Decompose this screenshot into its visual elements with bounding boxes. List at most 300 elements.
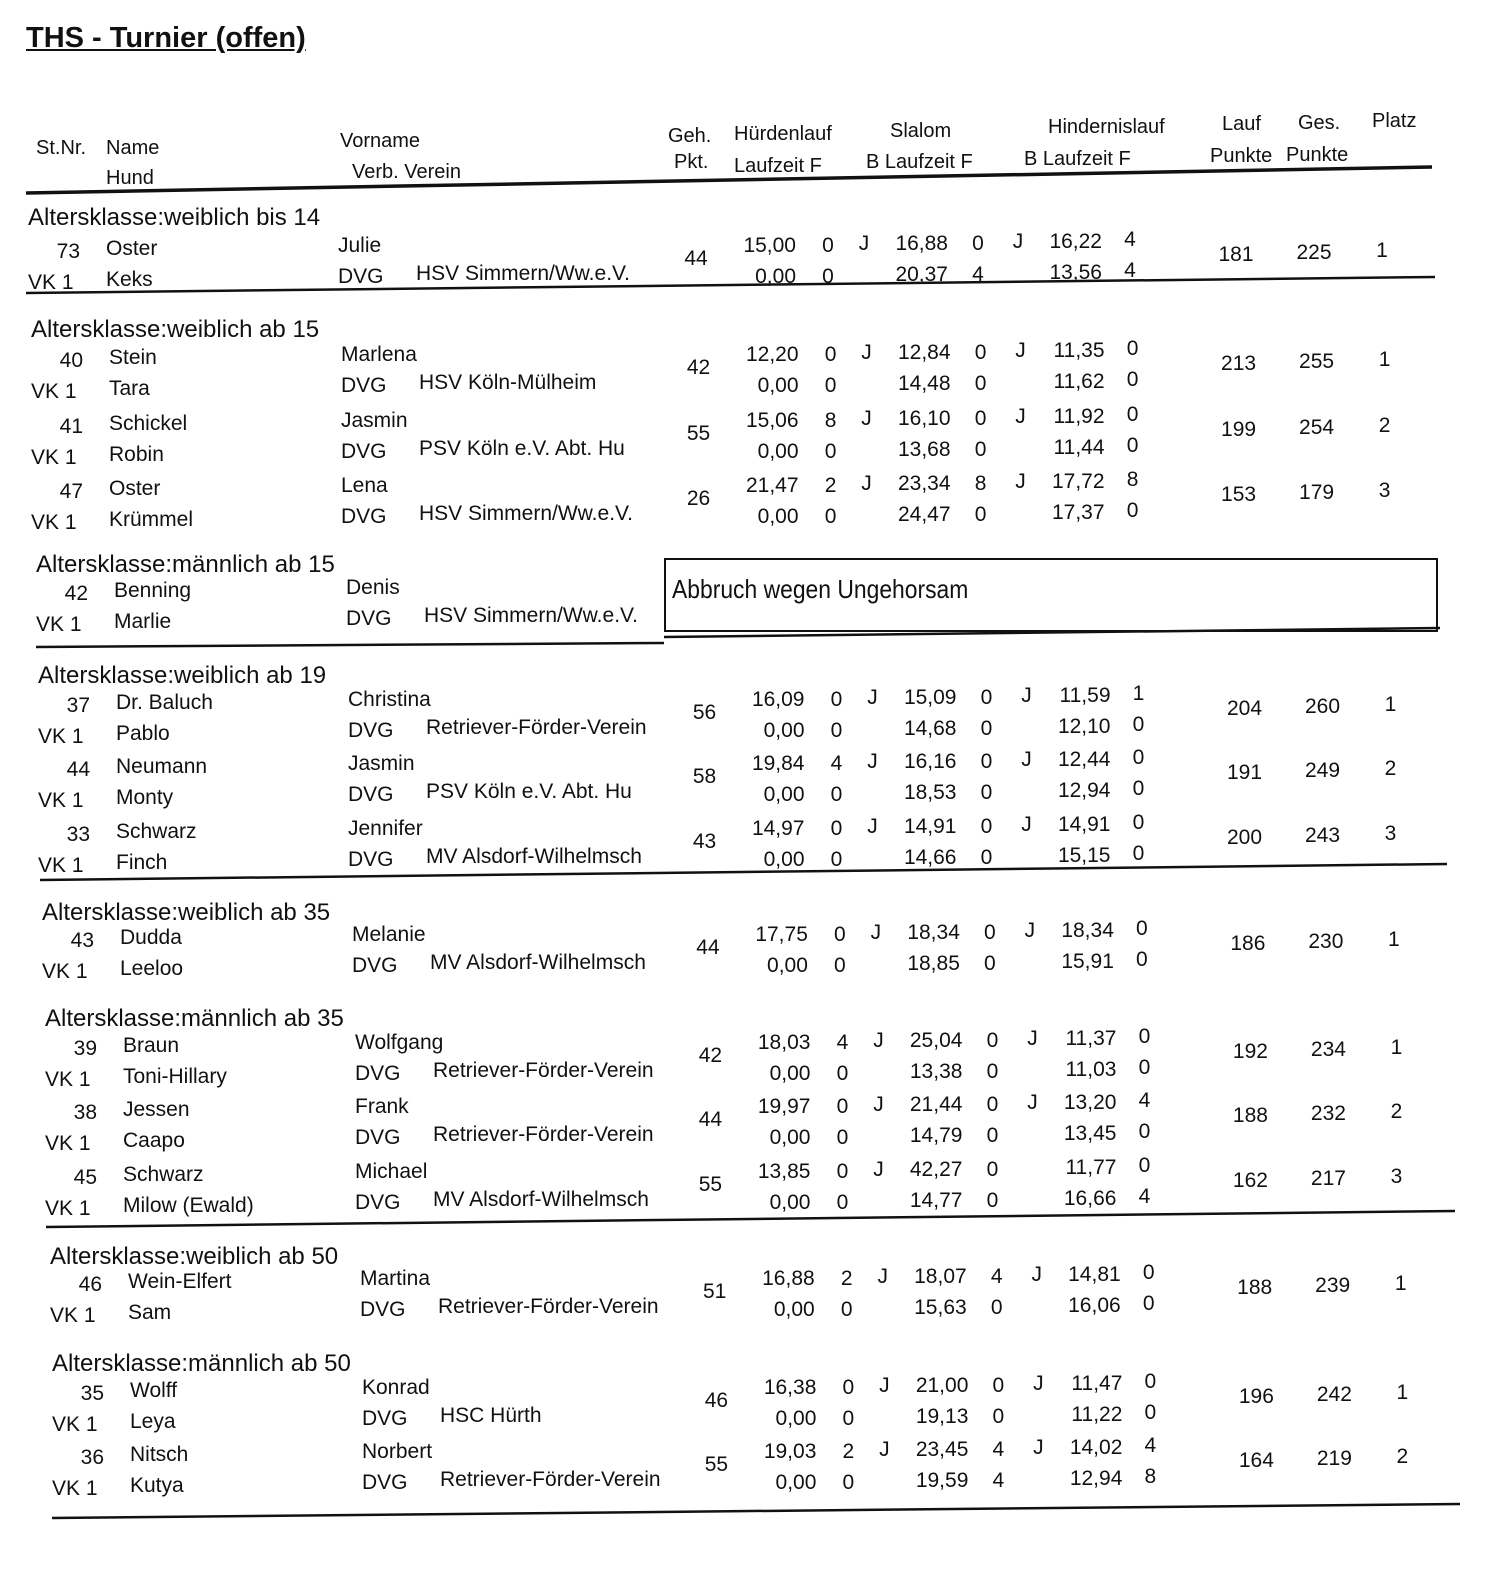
run-points: 188 <box>1232 1104 1268 1127</box>
start-number: 36 <box>80 1446 104 1469</box>
run-points: 196 <box>1238 1385 1274 1408</box>
hurdle-time-2: 0,00 <box>769 1062 811 1085</box>
obstacle-faults: 0 <box>1136 917 1148 940</box>
run-points: 181 <box>1218 243 1254 266</box>
obedience-points: 42 <box>698 1044 723 1067</box>
placement: 1 <box>1378 348 1391 371</box>
total-points: 255 <box>1299 350 1335 373</box>
slalom-faults: 0 <box>980 750 993 773</box>
obedience-points: 44 <box>684 247 708 270</box>
club: Retriever-Förder-Verein <box>438 1295 659 1318</box>
hurdle-faults-2: 0 <box>830 719 843 742</box>
obedience-points: 46 <box>704 1389 729 1412</box>
hurdle-faults: 0 <box>836 1095 849 1118</box>
club: PSV Köln e.V. Abt. Hu <box>426 780 632 803</box>
hurdle-faults: 8 <box>824 409 837 432</box>
total-points: 243 <box>1304 824 1341 847</box>
slalom-time: 42,27 <box>909 1158 963 1181</box>
hurdle-faults-2: 0 <box>842 1471 855 1494</box>
first-name: Frank <box>355 1095 409 1118</box>
slalom-time-2: 18,85 <box>907 952 960 975</box>
slalom-time-2: 14,79 <box>909 1124 963 1147</box>
first-name: Norbert <box>362 1440 433 1463</box>
dog-name: Krümmel <box>109 508 194 531</box>
slalom-faults-2: 0 <box>980 846 993 869</box>
slalom-time-2: 13,38 <box>909 1060 963 1083</box>
start-number: 40 <box>59 349 83 372</box>
first-name: Lena <box>341 474 388 497</box>
obedience-points: 55 <box>698 1173 723 1196</box>
obstacle-faults: 0 <box>1126 337 1139 360</box>
section-title: Altersklasse:männlich ab 35 <box>45 1005 344 1032</box>
obstacle-time: 14,81 <box>1068 1263 1121 1286</box>
obstacle-time: 18,34 <box>1061 919 1114 942</box>
obstacle-time-2: 12,94 <box>1057 779 1111 802</box>
total-points: 249 <box>1304 759 1341 782</box>
header-hindernislauf: Hindernislauf <box>1048 116 1165 138</box>
section-title: Altersklasse:weiblich ab 35 <box>42 899 331 926</box>
obstacle-time-2: 13,45 <box>1063 1122 1117 1145</box>
obstacle-time: 11,35 <box>1053 339 1105 362</box>
slalom-time: 15,09 <box>903 686 957 709</box>
header-platz: Platz <box>1372 110 1417 132</box>
obstacle-b: J <box>1024 919 1036 942</box>
obedience-points: 44 <box>696 936 720 959</box>
slalom-faults: 0 <box>986 1029 999 1052</box>
header-geh: Geh. <box>668 125 712 147</box>
performance-class: VK 1 <box>45 1132 91 1155</box>
hurdle-time-2: 0,00 <box>757 505 799 528</box>
header-hindernis-sub: B Laufzeit F <box>1024 148 1131 170</box>
slalom-faults: 0 <box>980 686 993 709</box>
obstacle-time-2: 15,15 <box>1057 844 1111 867</box>
association: DVG <box>348 783 394 806</box>
association: DVG <box>338 265 384 288</box>
slalom-faults-2: 4 <box>992 1469 1005 1492</box>
obstacle-time-2: 16,66 <box>1063 1187 1117 1210</box>
obstacle-faults-2: 4 <box>1124 259 1136 282</box>
obedience-points: 44 <box>698 1108 723 1131</box>
header-slalom: Slalom <box>890 120 952 142</box>
total-points: 219 <box>1316 1447 1352 1470</box>
obstacle-time: 16,22 <box>1049 230 1102 253</box>
total-points: 217 <box>1310 1167 1346 1190</box>
slalom-faults-2: 4 <box>972 263 984 286</box>
header-lauf: Lauf <box>1222 113 1261 135</box>
obstacle-faults: 0 <box>1138 1154 1151 1177</box>
slalom-faults: 0 <box>984 921 996 944</box>
hurdle-time-2: 0,00 <box>773 1298 815 1321</box>
header-slalom-sub: B Laufzeit F <box>866 151 973 173</box>
dog-name: Pablo <box>116 722 170 745</box>
obstacle-b: J <box>1021 813 1032 836</box>
obedience-points: 55 <box>686 422 711 445</box>
obstacle-faults-2: 0 <box>1136 948 1148 971</box>
header-vorname: Vorname <box>340 130 421 152</box>
obstacle-faults-2: 0 <box>1126 499 1139 522</box>
header-pkt: Pkt. <box>674 151 709 173</box>
hurdle-time-2: 0,00 <box>757 374 799 397</box>
placement: 2 <box>1396 1445 1409 1468</box>
header-ges: Ges. <box>1298 112 1341 134</box>
slalom-faults-2: 0 <box>980 717 993 740</box>
association: DVG <box>341 505 387 528</box>
dog-name: Toni-Hillary <box>123 1065 227 1088</box>
slalom-time-2: 13,68 <box>897 438 951 461</box>
obstacle-b: J <box>1021 684 1032 707</box>
slalom-time-2: 24,47 <box>897 503 951 526</box>
club: Retriever-Förder-Verein <box>433 1059 654 1082</box>
header-huerden-sub: Laufzeit F <box>734 155 822 177</box>
placement: 2 <box>1378 414 1391 437</box>
performance-class: VK 1 <box>52 1413 98 1436</box>
hurdle-time: 14,97 <box>751 817 805 840</box>
header-rule <box>26 167 1432 193</box>
slalom-faults-2: 0 <box>974 438 987 461</box>
placement: 1 <box>1390 1036 1403 1059</box>
obstacle-faults-2: 0 <box>1126 368 1139 391</box>
performance-class: VK 1 <box>38 725 84 748</box>
run-points: 199 <box>1221 418 1257 441</box>
slalom-faults: 0 <box>974 341 987 364</box>
slalom-time: 16,16 <box>903 750 957 773</box>
handler-name: Stein <box>109 346 157 369</box>
dog-name: Milow (Ewald) <box>123 1194 254 1217</box>
obstacle-faults: 0 <box>1132 811 1145 834</box>
obstacle-time: 11,77 <box>1065 1156 1117 1179</box>
abort-text: Abbruch wegen Ungehorsam <box>672 574 969 604</box>
slalom-time: 16,88 <box>895 232 948 255</box>
hurdle-time-2: 0,00 <box>763 719 805 742</box>
total-points: 234 <box>1310 1038 1346 1061</box>
obedience-points: 58 <box>692 765 717 788</box>
hurdle-faults: 2 <box>840 1267 853 1290</box>
start-number: 33 <box>66 823 90 846</box>
association: DVG <box>352 954 398 977</box>
slalom-time: 21,44 <box>909 1093 963 1116</box>
slalom-b: J <box>879 1438 890 1461</box>
dog-name: Sam <box>128 1301 172 1324</box>
handler-name: Neumann <box>116 755 208 778</box>
handler-name: Jessen <box>123 1098 190 1121</box>
obstacle-time-2: 12,10 <box>1057 715 1111 738</box>
hurdle-faults-2: 0 <box>836 1126 849 1149</box>
obstacle-time: 17,72 <box>1051 470 1105 493</box>
club: Retriever-Förder-Verein <box>433 1123 654 1146</box>
header-verb-verein: Verb. Verein <box>352 161 461 183</box>
placement: 2 <box>1390 1100 1403 1123</box>
obstacle-b: J <box>1031 1263 1042 1286</box>
slalom-b: J <box>867 815 878 838</box>
obstacle-time-2: 17,37 <box>1051 501 1105 524</box>
slalom-b: J <box>879 1374 890 1397</box>
hurdle-faults-2: 0 <box>824 505 837 528</box>
performance-class: VK 1 <box>38 789 84 812</box>
obstacle-time-2: 11,22 <box>1071 1403 1123 1426</box>
placement: 1 <box>1396 1381 1409 1404</box>
handler-name: Oster <box>106 237 158 260</box>
slalom-time-2: 20,37 <box>895 263 948 286</box>
club: MV Alsdorf-Wilhelmsch <box>426 845 642 868</box>
hurdle-time-2: 0,00 <box>763 848 805 871</box>
total-points: 225 <box>1296 241 1332 264</box>
slalom-b: J <box>873 1093 884 1116</box>
club: Retriever-Förder-Verein <box>426 716 647 739</box>
slalom-b: J <box>870 921 882 944</box>
obstacle-time: 11,47 <box>1071 1372 1123 1395</box>
hurdle-faults: 0 <box>834 923 846 946</box>
header-huerdenlauf: Hürdenlauf <box>734 123 832 145</box>
start-number: 41 <box>59 415 83 438</box>
placement: 1 <box>1384 693 1397 716</box>
hurdle-time: 15,06 <box>745 409 799 432</box>
hurdle-faults-2: 0 <box>830 848 843 871</box>
page-title: THS - Turnier (offen) <box>26 22 306 54</box>
abort-box <box>664 558 1438 632</box>
obstacle-b: J <box>1015 470 1026 493</box>
total-points: 260 <box>1304 695 1341 718</box>
placement: 3 <box>1390 1165 1403 1188</box>
obstacle-faults-2: 0 <box>1132 777 1145 800</box>
obedience-points: 43 <box>692 830 717 853</box>
run-points: 191 <box>1226 761 1263 784</box>
slalom-faults-2: 0 <box>984 952 996 975</box>
slalom-time: 21,00 <box>915 1374 969 1397</box>
slalom-time-2: 14,77 <box>909 1189 963 1212</box>
slalom-faults: 4 <box>992 1438 1005 1461</box>
slalom-faults-2: 0 <box>992 1405 1005 1428</box>
hurdle-faults: 0 <box>830 817 843 840</box>
slalom-time: 14,91 <box>903 815 957 838</box>
start-number: 42 <box>64 582 88 605</box>
obstacle-b: J <box>1027 1091 1038 1114</box>
slalom-faults-2: 0 <box>974 372 987 395</box>
obstacle-b: J <box>1015 405 1026 428</box>
slalom-faults-2: 0 <box>986 1189 999 1212</box>
slalom-b: J <box>861 341 872 364</box>
obstacle-b: J <box>1012 230 1024 253</box>
dog-name: Kutya <box>130 1474 184 1497</box>
first-name: Konrad <box>362 1376 430 1399</box>
total-points: 230 <box>1308 930 1344 953</box>
obstacle-faults-2: 0 <box>1132 842 1145 865</box>
first-name: Jasmin <box>341 409 408 432</box>
hurdle-time: 19,03 <box>763 1440 817 1463</box>
slalom-faults: 0 <box>972 232 984 255</box>
performance-class: VK 1 <box>50 1304 96 1327</box>
run-points: 204 <box>1226 697 1263 720</box>
placement: 1 <box>1376 239 1388 262</box>
obstacle-faults: 0 <box>1144 1370 1157 1393</box>
obedience-points: 56 <box>692 701 717 724</box>
section-title: Altersklasse:weiblich bis 14 <box>28 204 321 231</box>
first-name: Jennifer <box>348 817 423 840</box>
hurdle-time: 12,20 <box>745 343 799 366</box>
hurdle-faults: 2 <box>824 474 837 497</box>
hurdle-time: 16,38 <box>763 1376 817 1399</box>
run-points: 162 <box>1232 1169 1268 1192</box>
performance-class: VK 1 <box>31 446 77 469</box>
association: DVG <box>355 1126 401 1149</box>
handler-name: Benning <box>114 579 192 602</box>
obedience-points: 26 <box>686 487 711 510</box>
hurdle-time-2: 0,00 <box>769 1191 811 1214</box>
handler-name: Nitsch <box>130 1443 189 1466</box>
hurdle-faults: 0 <box>824 343 837 366</box>
header-name: Name <box>106 137 160 159</box>
slalom-time: 23,34 <box>897 472 951 495</box>
obstacle-time: 11,37 <box>1065 1027 1117 1050</box>
obstacle-b: J <box>1033 1372 1044 1395</box>
slalom-time: 16,10 <box>897 407 951 430</box>
slalom-time-2: 19,59 <box>915 1469 969 1492</box>
obstacle-time-2: 11,44 <box>1053 436 1105 459</box>
hurdle-time: 16,88 <box>762 1267 815 1290</box>
association: DVG <box>341 374 387 397</box>
obstacle-faults: 1 <box>1132 682 1145 705</box>
hurdle-time: 15,00 <box>743 234 796 257</box>
obstacle-time-2: 15,91 <box>1061 950 1114 973</box>
performance-class: VK 1 <box>45 1197 91 1220</box>
slalom-b: J <box>873 1158 884 1181</box>
slalom-faults: 8 <box>974 472 987 495</box>
slalom-time-2: 14,68 <box>903 717 957 740</box>
slalom-b: J <box>861 407 872 430</box>
obstacle-faults-2: 4 <box>1138 1185 1151 1208</box>
obstacle-time-2: 11,03 <box>1065 1058 1117 1081</box>
handler-name: Oster <box>109 477 161 500</box>
hurdle-faults-2: 0 <box>840 1298 853 1321</box>
slalom-time: 23,45 <box>915 1438 969 1461</box>
total-points: 179 <box>1299 481 1335 504</box>
first-name: Christina <box>348 688 431 711</box>
section-rule <box>52 1504 1460 1518</box>
obstacle-faults: 0 <box>1138 1025 1151 1048</box>
obstacle-faults-2: 0 <box>1144 1401 1157 1424</box>
section-title: Altersklasse:weiblich ab 50 <box>50 1243 339 1270</box>
total-points: 254 <box>1299 416 1335 439</box>
hurdle-faults-2: 0 <box>836 1191 849 1214</box>
start-number: 73 <box>56 240 80 263</box>
section-rule <box>46 1211 1455 1227</box>
start-number: 35 <box>80 1382 104 1405</box>
hurdle-faults-2: 0 <box>842 1407 855 1430</box>
dog-name: Leya <box>130 1410 176 1433</box>
club: MV Alsdorf-Wilhelmsch <box>433 1188 649 1211</box>
start-number: 46 <box>78 1273 102 1296</box>
handler-name: Wein-Elfert <box>128 1270 232 1293</box>
start-number: 45 <box>73 1166 97 1189</box>
placement: 3 <box>1378 479 1391 502</box>
obstacle-time: 14,02 <box>1069 1436 1123 1459</box>
handler-name: Schwarz <box>116 820 197 843</box>
obstacle-b: J <box>1015 339 1026 362</box>
hurdle-time-2: 0,00 <box>767 954 808 977</box>
association: DVG <box>355 1062 401 1085</box>
slalom-b: J <box>858 232 870 255</box>
hurdle-time: 19,97 <box>757 1095 811 1118</box>
hurdle-faults: 4 <box>836 1031 849 1054</box>
first-name: Denis <box>346 576 400 599</box>
run-points: 164 <box>1238 1449 1274 1472</box>
dog-name: Caapo <box>123 1129 185 1152</box>
first-name: Marlena <box>341 343 417 366</box>
slalom-faults-2: 0 <box>986 1060 999 1083</box>
club: PSV Köln e.V. Abt. Hu <box>419 437 625 460</box>
obstacle-b: J <box>1021 748 1032 771</box>
slalom-faults: 0 <box>986 1093 999 1116</box>
hurdle-time: 18,03 <box>757 1031 811 1054</box>
performance-class: VK 1 <box>28 271 74 294</box>
slalom-time-2: 19,13 <box>915 1405 969 1428</box>
first-name: Martina <box>360 1267 431 1290</box>
obstacle-faults-2: 0 <box>1142 1292 1155 1315</box>
header-lauf-punkte: Punkte <box>1210 145 1273 167</box>
hurdle-time: 21,47 <box>745 474 799 497</box>
dog-name: Finch <box>116 851 168 874</box>
hurdle-time: 16,09 <box>751 688 805 711</box>
placement: 3 <box>1384 822 1397 845</box>
performance-class: VK 1 <box>42 960 88 983</box>
hurdle-faults: 0 <box>830 688 843 711</box>
obstacle-faults: 8 <box>1126 468 1139 491</box>
placement: 1 <box>1388 928 1400 951</box>
hurdle-faults-2: 0 <box>822 265 834 288</box>
slalom-faults: 0 <box>992 1374 1005 1397</box>
hurdle-faults-2: 0 <box>824 374 837 397</box>
association: DVG <box>348 848 394 871</box>
performance-class: VK 1 <box>38 854 84 877</box>
obedience-points: 42 <box>686 356 711 379</box>
first-name: Julie <box>338 234 382 257</box>
obedience-points: 51 <box>703 1280 727 1303</box>
run-points: 200 <box>1226 826 1263 849</box>
start-number: 37 <box>66 694 90 717</box>
club: MV Alsdorf-Wilhelmsch <box>430 951 646 974</box>
obstacle-time: 12,44 <box>1057 748 1111 771</box>
slalom-faults: 0 <box>980 815 993 838</box>
club: Retriever-Förder-Verein <box>440 1468 661 1491</box>
dog-name: Tara <box>109 377 150 400</box>
handler-name: Dudda <box>120 926 182 949</box>
association: DVG <box>362 1471 408 1494</box>
hurdle-time-2: 0,00 <box>769 1126 811 1149</box>
slalom-time-2: 15,63 <box>914 1296 967 1319</box>
obstacle-b: J <box>1033 1436 1044 1459</box>
performance-class: VK 1 <box>31 511 77 534</box>
run-points: 153 <box>1221 483 1257 506</box>
association: DVG <box>362 1407 408 1430</box>
hurdle-time: 17,75 <box>755 923 808 946</box>
handler-name: Wolff <box>130 1379 178 1402</box>
run-points: 213 <box>1221 352 1257 375</box>
hurdle-time-2: 0,00 <box>755 265 796 288</box>
obstacle-faults-2: 8 <box>1144 1465 1157 1488</box>
header-stnr: St.Nr. <box>36 137 87 159</box>
section-rule <box>26 277 1435 293</box>
start-number: 38 <box>73 1101 97 1124</box>
obstacle-faults-2: 0 <box>1138 1120 1151 1143</box>
hurdle-faults-2: 0 <box>834 954 846 977</box>
header-ges-punkte: Punkte <box>1286 144 1349 166</box>
association: DVG <box>355 1191 401 1214</box>
performance-class: VK 1 <box>31 380 77 403</box>
handler-name: Braun <box>123 1034 180 1057</box>
slalom-time: 18,34 <box>907 921 960 944</box>
slalom-time-2: 14,66 <box>903 846 957 869</box>
total-points: 242 <box>1316 1383 1352 1406</box>
section-title: Altersklasse:männlich ab 50 <box>52 1350 351 1377</box>
